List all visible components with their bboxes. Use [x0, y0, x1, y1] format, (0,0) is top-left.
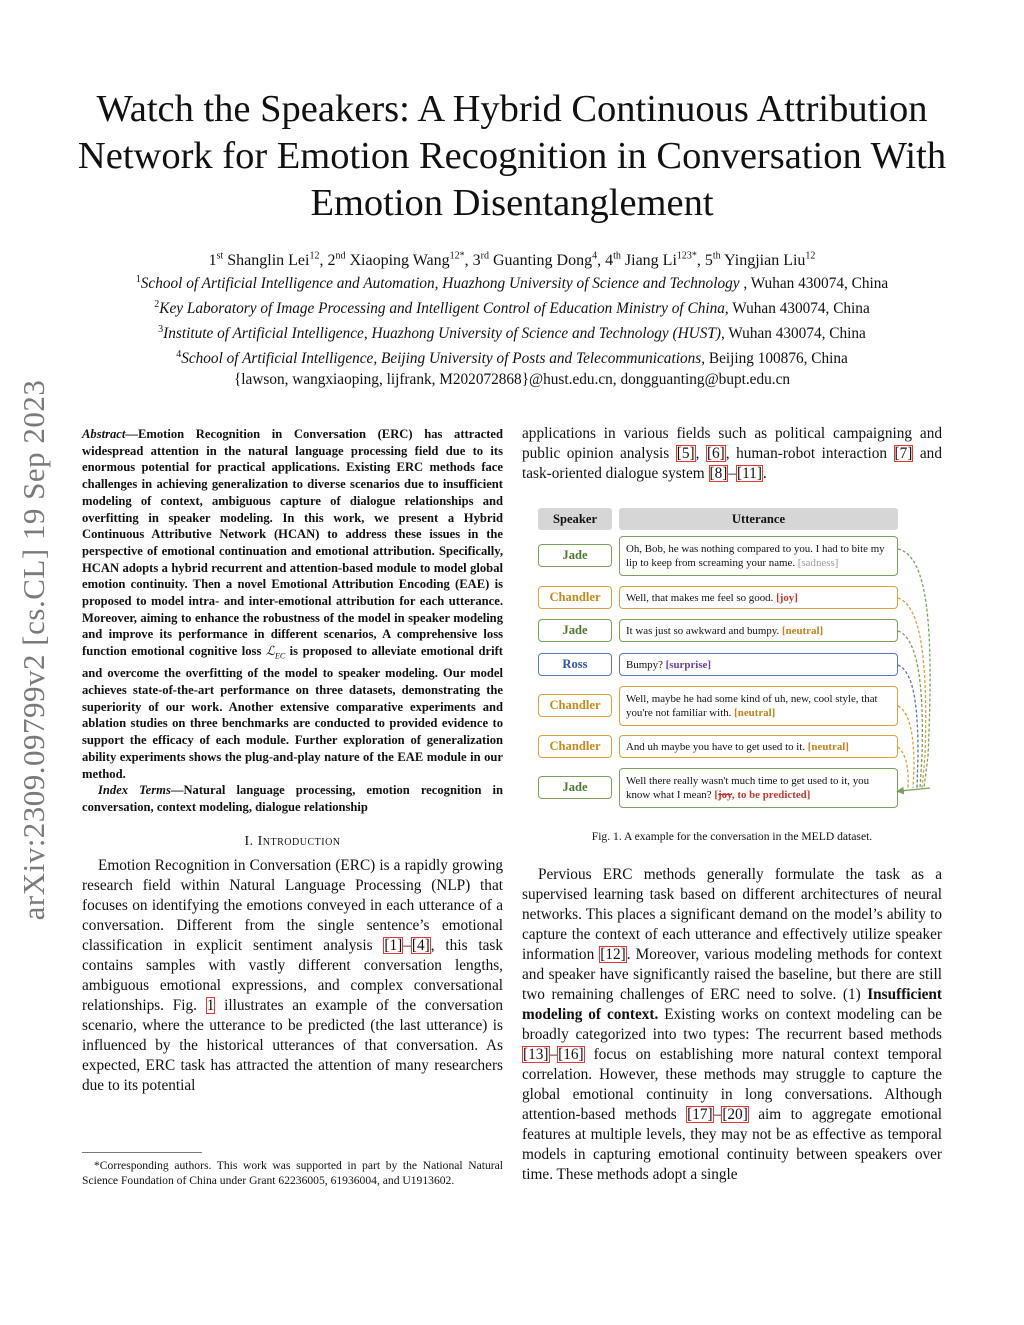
figure-link[interactable]: 1	[206, 996, 215, 1014]
speaker-box: Jade	[538, 544, 612, 567]
intro-paragraph-continued: applications in various fields such as political campaigning and public opinion analysis [5], [6], human-robot interaction [7] and task-oriented dialogue system [8]–[11].	[522, 425, 942, 482]
speaker-box: Jade	[538, 776, 612, 799]
affiliations	[40, 270, 984, 390]
emotion-label: [surprise]	[665, 658, 712, 671]
citation-link[interactable]: [4]	[411, 936, 430, 954]
speaker-column-header: Speaker	[538, 508, 612, 530]
citation-link[interactable]: [16]	[558, 1046, 584, 1063]
right-column	[522, 424, 942, 484]
right-column-lower	[522, 865, 942, 1185]
speaker-box: Ross	[538, 653, 612, 676]
citation-link[interactable]: [17]	[687, 1106, 713, 1123]
speaker-box: Chandler	[538, 694, 612, 717]
index-terms: Index Terms—Natural language processing, emotion recognition in conversation, context modeling, dialogue relationship	[82, 783, 503, 814]
figure-conversation-example	[530, 506, 940, 812]
affiliation-2: $^2$Key Laboratory of Image Processing and Intelligent Control of Education Ministry of China, Wuhan 430074, China	[154, 298, 870, 317]
emotion-label: [joy]	[776, 591, 798, 604]
author-list	[60, 246, 964, 271]
utterance-box: Well there really wasn't much time to get used to it, you know what I mean? [joy, to be predicted]	[619, 768, 898, 808]
citation-link[interactable]: [11]	[737, 465, 762, 482]
affiliation-3: $^3$Institute of Artificial Intelligence, Huazhong University of Science and Technology (HUST), Wuhan 430074, China	[158, 323, 866, 342]
citation-link[interactable]: [6]	[706, 445, 725, 462]
utterance-box: Well, maybe he had some kind of uh, new, cool style, that you're not familiar with. [neutral]	[619, 686, 898, 726]
citation-link[interactable]: [20]	[722, 1106, 748, 1123]
speaker-box: Chandler	[538, 586, 612, 609]
citation-link[interactable]: [7]	[894, 445, 913, 462]
citation-link[interactable]: [12]	[600, 946, 626, 963]
left-column	[82, 426, 503, 1096]
figure-caption: Fig. 1. A example for the conversation in the MELD dataset.	[591, 830, 873, 843]
loss-symbol: ℒ$_{EC}$	[265, 644, 286, 661]
affiliation-1: $^1$School of Artificial Intelligence and Automation, Huazhong University of Science and Technology , Wuhan 430074, China	[135, 274, 889, 293]
author-5: 5th Yingjian Liu$^{12}$	[704, 251, 816, 270]
citation-link[interactable]: [1]	[384, 936, 403, 954]
challenges-paragraph: Pervious ERC methods generally formulate the task as a supervised learning task based on different architectures of neural networks. This places a significant demand on the model’s ability to capture the context of each utterance and effectively utilize speaker information [12]. Moreover, various modeling methods for context and speaker have significantly raised the baseline, but there are still two remaining challenges of ERC need to solve. (1) Insufficient modeling of context. Existing works on context modeling can be broadly categorized into two types: The recurrent based methods [13]–[16] focus on establishing more natural context temporal correlation. However, these methods may struggle to capture the global emotional continuity in long conversations. Although attention-based methods [17]–[20] aim to aggregate emotional features at multiple levels, they may not be as effective as temporal models in capturing emotional continuity between speakers over time. These methods adopt a single	[522, 866, 942, 1183]
author-3: 3rd Guanting Dong$^4$,	[472, 251, 606, 270]
arrow-from-chandler-3	[898, 747, 908, 788]
arrow-into-target	[900, 788, 930, 791]
affiliation-4: $^4$School of Artificial Intelligence, Beijing University of Posts and Telecommunications, Beijing 100876, China	[176, 348, 848, 367]
speaker-box: Chandler	[538, 735, 612, 758]
paper-title: Watch the Speakers: A Hybrid Continuous Attribution Network for Emotion Recognition in Conversation With Emotion Disentanglement	[77, 88, 947, 224]
citation-link[interactable]: [8]	[709, 465, 728, 482]
emotion-label: [neutral]	[807, 740, 849, 753]
utterance-box: Well, that makes me feel so good. [joy]	[619, 586, 898, 609]
section-heading-introduction: I. Introduction	[244, 833, 341, 849]
intro-paragraph: Emotion Recognition in Conversation (ERC) is a rapidly growing research field within Natural Language Processing (NLP) that focuses on identifying the emotions conveyed in each utterance of a conversation. Different from the single sentence’s emotional classification in explicit sentiment analysis [1]–[4], this task contains samples with vastly different conversation lengths, ambiguous emotional expressions, and complex conversational relationships. Fig. 1 illustrates an example of the conversation scenario, where the utterance to be predicted (the last utterance) is influenced by the historical utterances of that conversation. As expected, ERC task has attracted the attention of many researchers due to its potential	[82, 856, 504, 1094]
speaker-box: Jade	[538, 619, 612, 642]
author-1: 1st Shanglin Lei$^{12}$,	[208, 251, 328, 270]
citation-link[interactable]: [5]	[676, 445, 695, 462]
attribution-arrows	[898, 506, 940, 812]
abstract: Abstract—Emotion Recognition in Conversation (ERC) has attracted widespread attention in the natural language processing field due to its enormous potential for practical applications. Existing ERC methods face challenges in achieving generalization to diverse scenarios due to insufficient modeling of context, ambiguous capture of dialogue relationships and overfitting in speaker modeling. In this work, we present a Hybrid Continuous Attributive Network (HCAN) to address these issues in the perspective of emotional continuation and emotional attribution. Specifically, HCAN adopts a hybrid recurrent and attention-based module to model global emotion continuity. Then a novel Emotional Attribution Encoding (EAE) is proposed to model intra- and inter-emotional attribution for each utterance. Moreover, aiming to enhance the robustness of the model in speaker modeling and improve its performance in different scenarios, A comprehensive loss function emotional cognitive loss ℒ$_{EC}$ is proposed to alleviate emotional drift and overcome the overfitting of the model to speaker modeling. Our model achieves state-of-the-art performance on three datasets, demonstrating the superiority of our work. Another extensive comparative experiments and ablation studies on three benchmarks are conducted to provided evidence to support the efficacy of each module. Further exploration of generalization ability experiments shows the plug-and-play nature of the EAE module in our method.	[82, 427, 503, 781]
footnote: *Corresponding authors. This work was supported in part by the National Natural Science Foundation of China under Grant 62236005, 61936004, and U1913602.	[82, 1159, 503, 1187]
emotion-label: [sadness]	[797, 557, 839, 569]
emotion-label: [neutral]	[734, 707, 776, 719]
utterance-column-header: Utterance	[619, 508, 898, 530]
emotion-label-predicted: [joy, to be predicted]	[714, 789, 811, 801]
author-emails: {lawson, wangxiaoping, lijfrank, M202072868}@hust.edu.cn, dongguanting@bupt.edu.cn	[233, 370, 791, 388]
utterance-box: And uh maybe you have to get used to it. [neutral]	[619, 735, 898, 758]
author-2: 2nd Xiaoping Wang$^{12*}$,	[327, 251, 473, 270]
footnote-rule	[82, 1152, 202, 1153]
arrow-from-chandler-2	[898, 706, 914, 788]
utterance-box: Oh, Bob, he was nothing compared to you. I had to bite my lip to keep from screaming your name. [sadness]	[619, 536, 898, 576]
emotion-label: [neutral]	[781, 624, 824, 637]
citation-link[interactable]: [13]	[523, 1046, 549, 1063]
author-4: 4th Jiang $Li^{123*}$,	[605, 251, 705, 270]
utterance-box: It was just so awkward and bumpy. [neutral]	[619, 619, 898, 642]
utterance-box: Bumpy? [surprise]	[619, 653, 898, 676]
arxiv-identifier: arXiv:2309.09799v2 [cs.CL] 19 Sep 2023	[16, 379, 51, 921]
